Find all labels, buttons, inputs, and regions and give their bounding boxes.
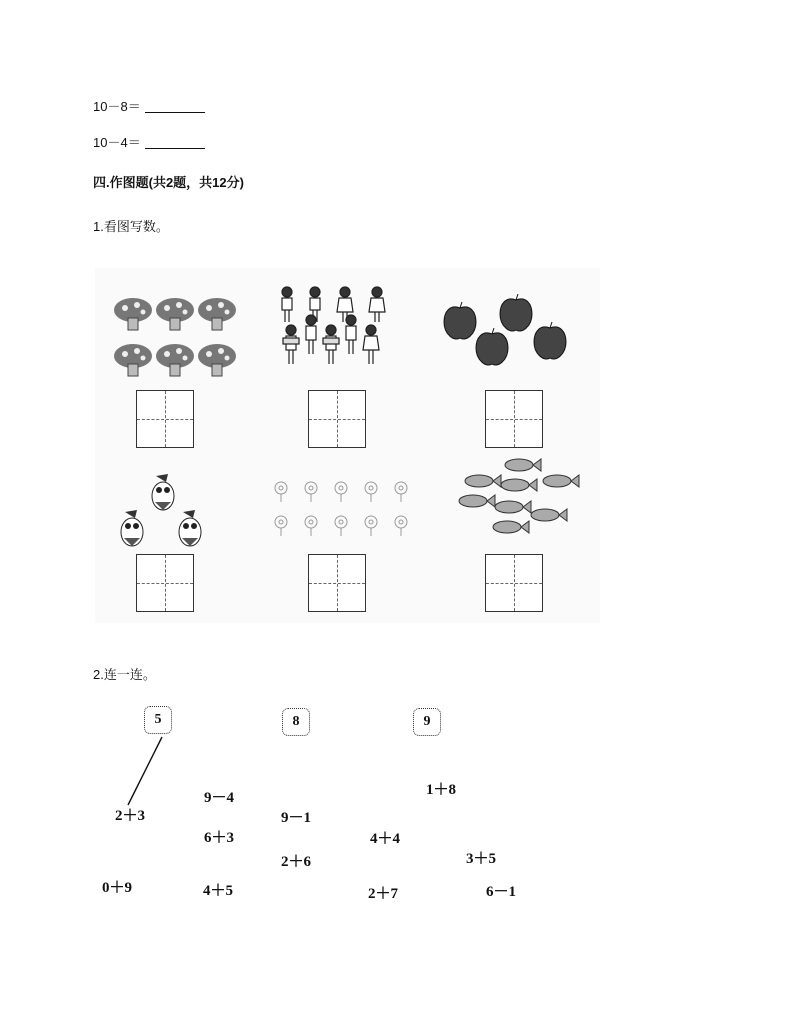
- mascot-icon: [121, 474, 201, 546]
- answer-box-apples[interactable]: [485, 390, 543, 448]
- fish-icon: [459, 459, 579, 533]
- equation-text: 10－4＝: [93, 135, 141, 150]
- expression-item[interactable]: 0＋9: [102, 880, 133, 896]
- expression-item[interactable]: 6＋3: [204, 830, 235, 846]
- target-number-9[interactable]: 9: [413, 708, 441, 736]
- expression-item[interactable]: 2＋6: [281, 854, 312, 870]
- mascot-group: [117, 470, 217, 550]
- expression-item[interactable]: 2＋7: [368, 886, 399, 902]
- question-1-title: 1.看图写数。: [93, 219, 169, 234]
- child-icon: [282, 287, 385, 364]
- flower-icon: [275, 482, 407, 536]
- expression-item[interactable]: 2＋3: [115, 808, 146, 824]
- equation-text: 10－8＝: [93, 99, 141, 114]
- expression-item[interactable]: 1＋8: [426, 782, 457, 798]
- answer-box-flowers[interactable]: [308, 554, 366, 612]
- expression-item[interactable]: 4＋5: [203, 883, 234, 899]
- question-2-title: 2.连一连。: [93, 667, 156, 682]
- picture-panel: [95, 268, 600, 623]
- expression-item[interactable]: 9－1: [281, 810, 312, 826]
- answer-box-fish[interactable]: [485, 554, 543, 612]
- equation-row-2: [93, 132, 205, 151]
- equation-row-1: [93, 96, 205, 115]
- answer-blank[interactable]: [145, 100, 205, 113]
- mushroom-icon: [114, 298, 236, 376]
- answer-box-children[interactable]: [308, 390, 366, 448]
- connection-line: [120, 735, 170, 810]
- answer-box-mushrooms[interactable]: [136, 390, 194, 448]
- fish-group: [455, 456, 585, 541]
- target-number-5[interactable]: 5: [144, 706, 172, 734]
- children-group: [273, 284, 398, 376]
- apple-icon: [444, 294, 566, 365]
- expression-item[interactable]: 3＋5: [466, 851, 497, 867]
- answer-blank[interactable]: [145, 136, 205, 149]
- answer-box-mascots[interactable]: [136, 554, 194, 612]
- flowers-group: [267, 476, 417, 546]
- expression-item[interactable]: 4＋4: [370, 831, 401, 847]
- target-number-8[interactable]: 8: [282, 708, 310, 736]
- section-title: 四.作图题(共2题，共12分): [93, 175, 244, 190]
- expression-item[interactable]: 6－1: [486, 884, 517, 900]
- expression-item[interactable]: 9－4: [204, 790, 235, 806]
- apples-group: [440, 294, 580, 374]
- mushroom-group: [107, 292, 237, 382]
